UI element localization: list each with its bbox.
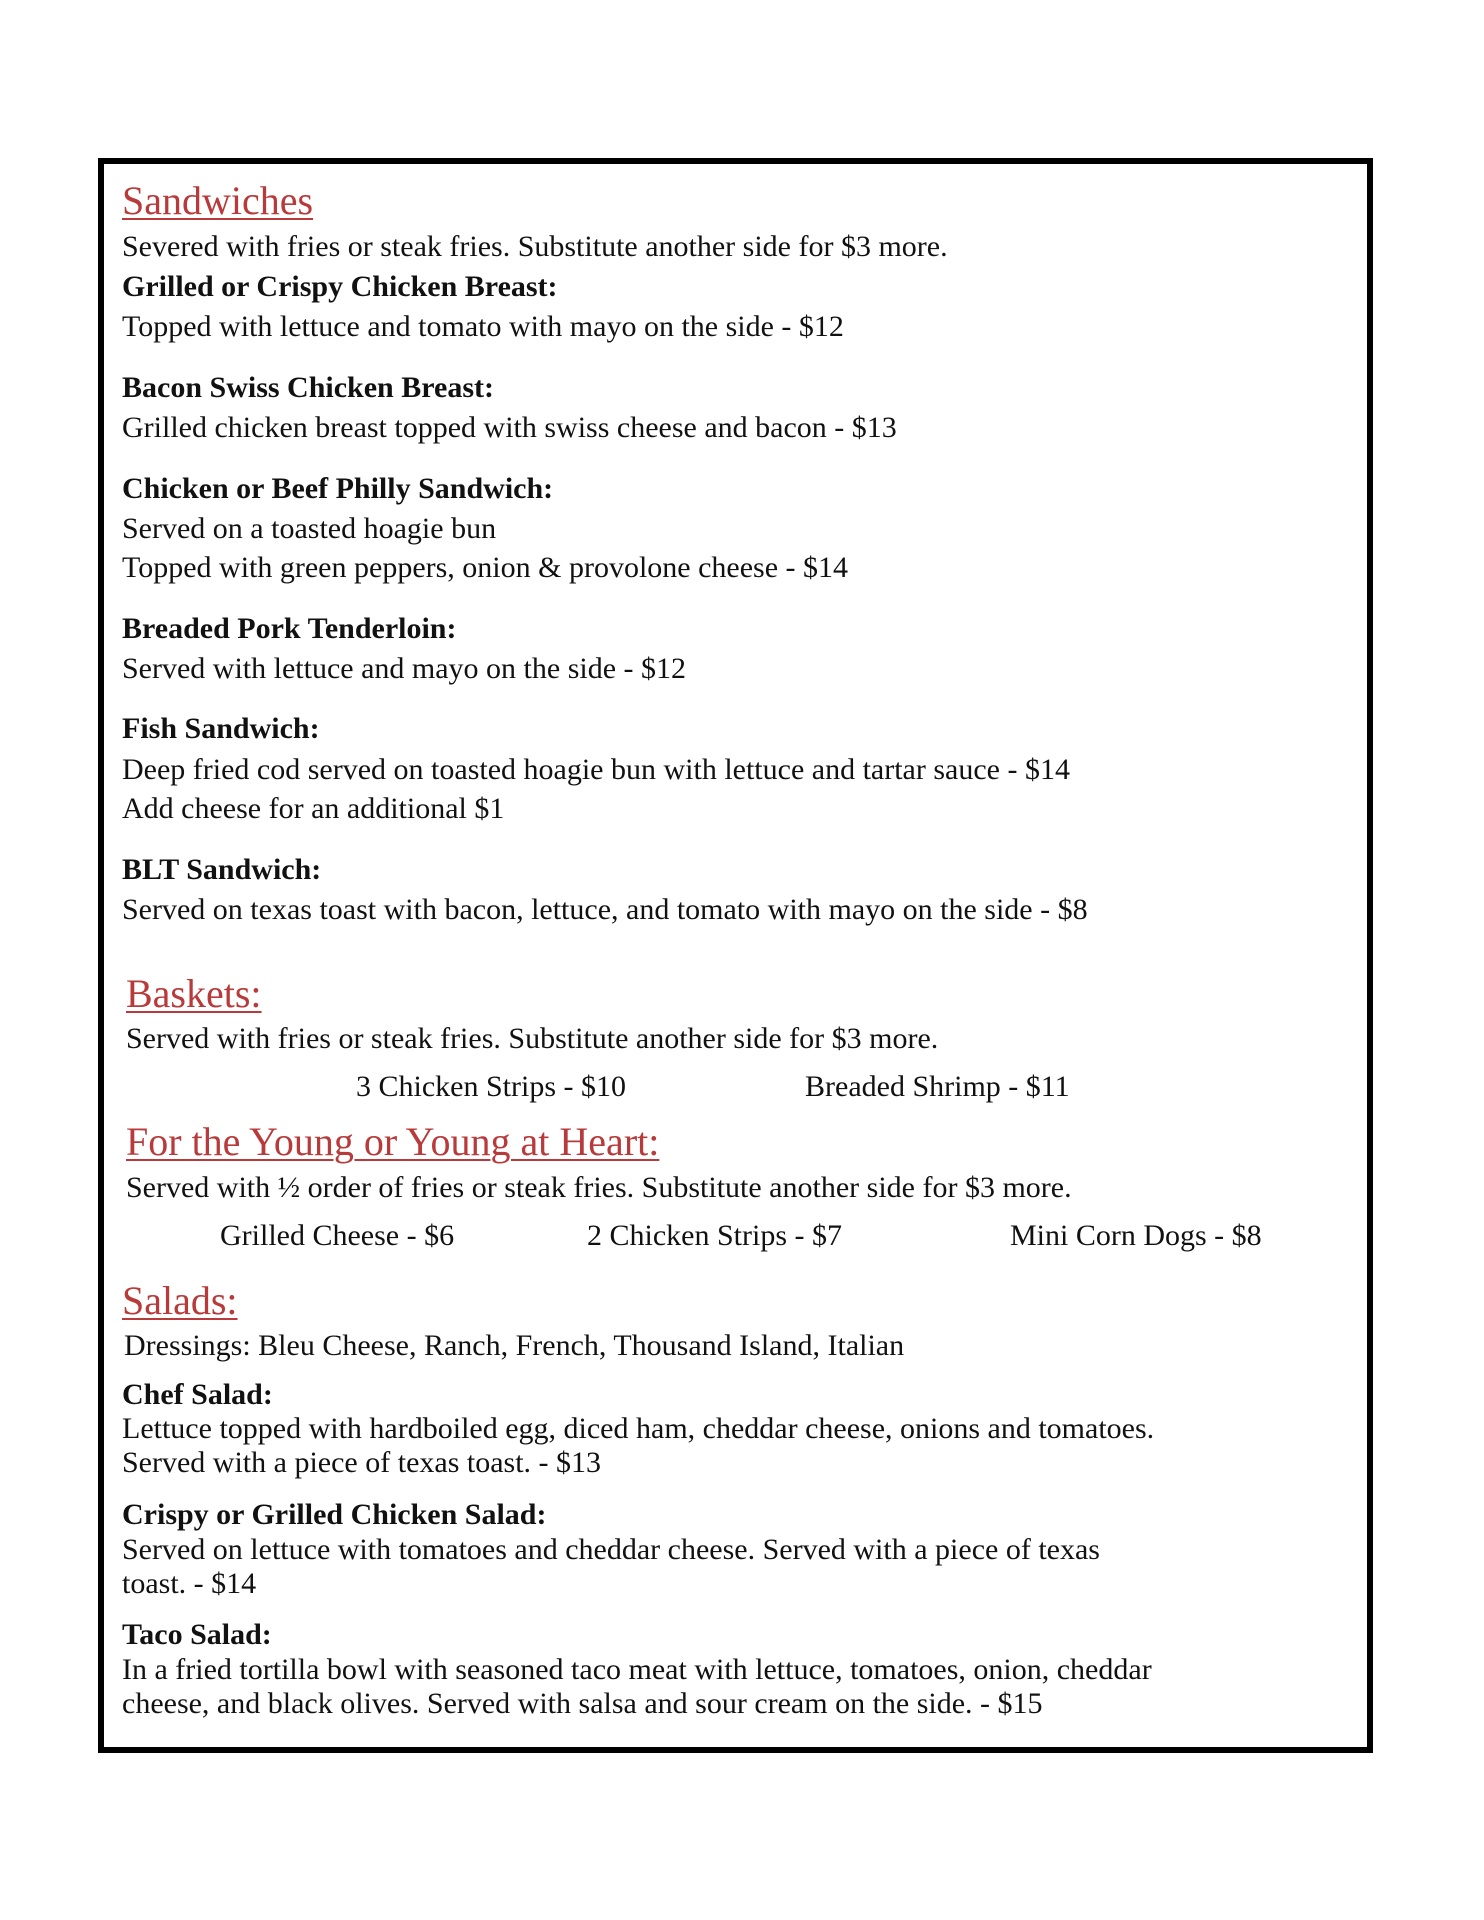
menu-item-name: Taco Salad: xyxy=(122,1618,272,1651)
menu-item-name: Bacon Swiss Chicken Breast: xyxy=(122,371,494,404)
dressings-line: Dressings: Bleu Cheese, Ranch, French, Thousand Island, Italian xyxy=(124,1329,905,1362)
menu-item-desc: Served with a piece of texas toast. - $13 xyxy=(122,1446,602,1479)
menu-item-desc: Deep fried cod served on toasted hoagie bun with lettuce and tartar sauce - $14 xyxy=(122,753,1070,786)
menu-item-desc: Served on lettuce with tomatoes and cheddar cheese. Served with a piece of texas xyxy=(122,1533,1100,1566)
baskets-note: Served with fries or steak fries. Substitute another side for $3 more. xyxy=(126,1022,939,1055)
young-note: Served with ½ order of fries or steak fries. Substitute another side for $3 more. xyxy=(126,1171,1072,1204)
menu-item-desc: cheese, and black olives. Served with salsa and sour cream on the side. - $15 xyxy=(122,1687,1043,1720)
menu-item-name: BLT Sandwich: xyxy=(122,853,322,886)
menu-item-desc: In a fried tortilla bowl with seasoned taco meat with lettuce, tomatoes, onion, cheddar xyxy=(122,1653,1152,1686)
menu-item-desc: toast. - $14 xyxy=(122,1567,257,1600)
menu-item-desc: Served on texas toast with bacon, lettuce, and tomato with mayo on the side - $8 xyxy=(122,893,1088,926)
kids-item: Grilled Cheese - $6 xyxy=(220,1219,455,1252)
kids-item: 2 Chicken Strips - $7 xyxy=(587,1219,842,1252)
baskets-heading: Baskets: xyxy=(126,971,262,1016)
menu-item-name: Chicken or Beef Philly Sandwich: xyxy=(122,472,554,505)
sandwiches-note: Severed with fries or steak fries. Substitute another side for $3 more. xyxy=(122,230,948,263)
basket-item: 3 Chicken Strips - $10 xyxy=(356,1070,626,1103)
menu-item-name: Fish Sandwich: xyxy=(122,712,320,745)
menu-item-name: Breaded Pork Tenderloin: xyxy=(122,612,457,645)
menu-item-desc: Served with lettuce and mayo on the side - $12 xyxy=(122,652,687,685)
menu-item-desc: Topped with lettuce and tomato with mayo on the side - $12 xyxy=(122,310,844,343)
menu-item-name: Crispy or Grilled Chicken Salad: xyxy=(122,1498,547,1531)
salads-heading: Salads: xyxy=(122,1278,238,1323)
menu-item-desc: Add cheese for an additional $1 xyxy=(122,792,505,825)
menu-item-desc: Grilled chicken breast topped with swiss cheese and bacon - $13 xyxy=(122,411,897,444)
menu-item-desc: Topped with green peppers, onion & provolone cheese - $14 xyxy=(122,551,849,584)
menu-item-name: Chef Salad: xyxy=(122,1378,273,1411)
menu-item-desc: Served on a toasted hoagie bun xyxy=(122,512,497,545)
basket-item: Breaded Shrimp - $11 xyxy=(805,1070,1070,1103)
menu-item-name: Grilled or Crispy Chicken Breast: xyxy=(122,270,558,303)
young-heading: For the Young or Young at Heart: xyxy=(126,1119,660,1164)
sandwiches-heading: Sandwiches xyxy=(122,178,314,223)
menu-item-desc: Lettuce topped with hardboiled egg, diced ham, cheddar cheese, onions and tomatoes. xyxy=(122,1412,1155,1445)
kids-item: Mini Corn Dogs - $8 xyxy=(1010,1219,1262,1252)
